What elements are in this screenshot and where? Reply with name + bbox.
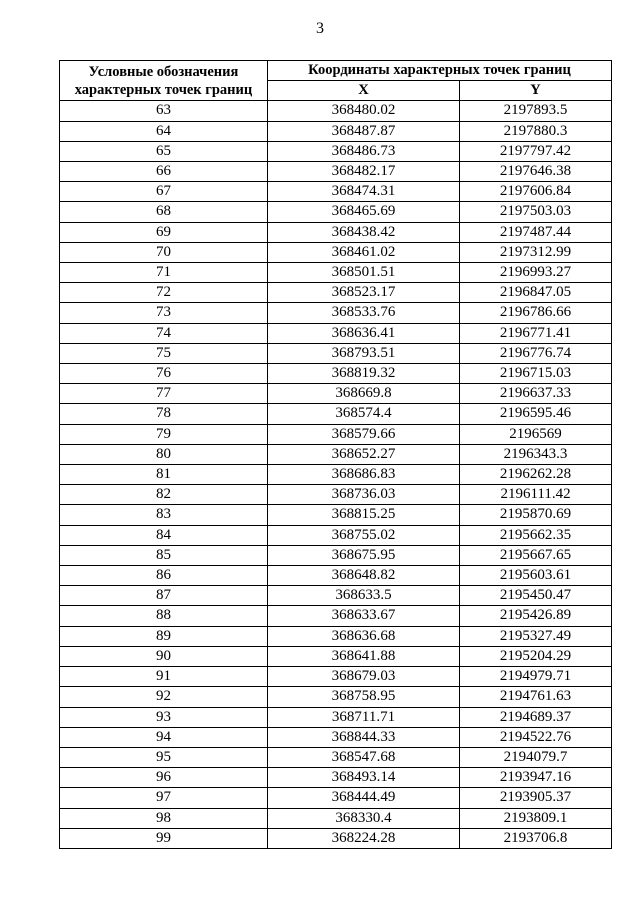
- table-row: [60, 707, 612, 727]
- x-coordinate-cell: 368474.31: [268, 182, 460, 202]
- point-number-cell: 91: [60, 667, 268, 687]
- point-number-cell: 72: [60, 283, 268, 303]
- y-coordinate-cell: 2197880.3: [460, 121, 612, 141]
- x-coordinate-cell: 368574.4: [268, 404, 460, 424]
- y-coordinate-cell: 2196771.41: [460, 323, 612, 343]
- y-coordinate-cell: 2193706.8: [460, 828, 612, 848]
- x-coordinate-cell: 368648.82: [268, 566, 460, 586]
- point-number-cell: 70: [60, 242, 268, 262]
- table-row: [60, 747, 612, 767]
- table-row: [60, 364, 612, 384]
- x-coordinate-cell: 368501.51: [268, 263, 460, 283]
- point-number-cell: 68: [60, 202, 268, 222]
- x-coordinate-cell: 368755.02: [268, 525, 460, 545]
- x-coordinate-cell: 368480.02: [268, 101, 460, 121]
- table-row: [60, 424, 612, 444]
- point-number-cell: 80: [60, 444, 268, 464]
- y-coordinate-cell: 2195204.29: [460, 646, 612, 666]
- x-coordinate-cell: 368641.88: [268, 646, 460, 666]
- table-row: [60, 586, 612, 606]
- table-row: [60, 182, 612, 202]
- table-row: [60, 505, 612, 525]
- x-coordinate-cell: 368482.17: [268, 162, 460, 182]
- point-number-cell: 67: [60, 182, 268, 202]
- x-coordinate-cell: 368579.66: [268, 424, 460, 444]
- x-coordinate-cell: 368686.83: [268, 465, 460, 485]
- x-coordinate-cell: 368486.73: [268, 141, 460, 161]
- table-row: [60, 283, 612, 303]
- table-row: [60, 444, 612, 464]
- y-coordinate-cell: 2197646.38: [460, 162, 612, 182]
- x-coordinate-cell: 368652.27: [268, 444, 460, 464]
- y-coordinate-cell: 2195667.65: [460, 545, 612, 565]
- x-coordinate-cell: 368461.02: [268, 242, 460, 262]
- y-coordinate-cell: 2196569: [460, 424, 612, 444]
- table-row: [60, 788, 612, 808]
- point-number-cell: 85: [60, 545, 268, 565]
- x-coordinate-cell: 368444.49: [268, 788, 460, 808]
- x-coordinate-cell: 368533.76: [268, 303, 460, 323]
- header-x: X: [268, 81, 460, 101]
- y-coordinate-cell: 2197893.5: [460, 101, 612, 121]
- x-coordinate-cell: 368633.67: [268, 606, 460, 626]
- point-number-cell: 81: [60, 465, 268, 485]
- table-row: [60, 606, 612, 626]
- header-coordinates: Координаты характерных точек границ: [268, 61, 612, 81]
- y-coordinate-cell: 2196715.03: [460, 364, 612, 384]
- y-coordinate-cell: 2194689.37: [460, 707, 612, 727]
- table-row: [60, 404, 612, 424]
- point-number-cell: 75: [60, 343, 268, 363]
- table-row: [60, 626, 612, 646]
- y-coordinate-cell: 2193947.16: [460, 768, 612, 788]
- y-coordinate-cell: 2193809.1: [460, 808, 612, 828]
- point-number-cell: 74: [60, 323, 268, 343]
- table-row: [60, 828, 612, 848]
- x-coordinate-cell: 368793.51: [268, 343, 460, 363]
- point-number-cell: 97: [60, 788, 268, 808]
- point-number-cell: 64: [60, 121, 268, 141]
- table-row: [60, 242, 612, 262]
- point-number-cell: 76: [60, 364, 268, 384]
- point-number-cell: 79: [60, 424, 268, 444]
- table-row: [60, 667, 612, 687]
- point-number-cell: 90: [60, 646, 268, 666]
- point-number-cell: 69: [60, 222, 268, 242]
- y-coordinate-cell: 2195450.47: [460, 586, 612, 606]
- point-number-cell: 78: [60, 404, 268, 424]
- y-coordinate-cell: 2194522.76: [460, 727, 612, 747]
- x-coordinate-cell: 368547.68: [268, 747, 460, 767]
- point-number-cell: 89: [60, 626, 268, 646]
- y-coordinate-cell: 2197606.84: [460, 182, 612, 202]
- x-coordinate-cell: 368758.95: [268, 687, 460, 707]
- y-coordinate-cell: 2196847.05: [460, 283, 612, 303]
- y-coordinate-cell: 2195870.69: [460, 505, 612, 525]
- point-number-cell: 65: [60, 141, 268, 161]
- y-coordinate-cell: 2196111.42: [460, 485, 612, 505]
- table-row: [60, 263, 612, 283]
- table-row: [60, 727, 612, 747]
- y-coordinate-cell: 2197503.03: [460, 202, 612, 222]
- coordinates-table: [59, 60, 612, 849]
- x-coordinate-cell: 368493.14: [268, 768, 460, 788]
- table-row: [60, 162, 612, 182]
- x-coordinate-cell: 368438.42: [268, 222, 460, 242]
- x-coordinate-cell: 368679.03: [268, 667, 460, 687]
- point-number-cell: 66: [60, 162, 268, 182]
- y-coordinate-cell: 2194761.63: [460, 687, 612, 707]
- point-number-cell: 83: [60, 505, 268, 525]
- table-row: [60, 485, 612, 505]
- point-number-cell: 63: [60, 101, 268, 121]
- point-number-cell: 88: [60, 606, 268, 626]
- x-coordinate-cell: 368669.8: [268, 384, 460, 404]
- table-row: [60, 545, 612, 565]
- point-number-cell: 99: [60, 828, 268, 848]
- table-row: [60, 384, 612, 404]
- y-coordinate-cell: 2197797.42: [460, 141, 612, 161]
- table-row: [60, 303, 612, 323]
- x-coordinate-cell: 368675.95: [268, 545, 460, 565]
- x-coordinate-cell: 368815.25: [268, 505, 460, 525]
- point-number-cell: 86: [60, 566, 268, 586]
- x-coordinate-cell: 368330.4: [268, 808, 460, 828]
- page-number: 3: [316, 20, 324, 37]
- y-coordinate-cell: 2195426.89: [460, 606, 612, 626]
- y-coordinate-cell: 2195603.61: [460, 566, 612, 586]
- x-coordinate-cell: 368633.5: [268, 586, 460, 606]
- point-number-cell: 93: [60, 707, 268, 727]
- x-coordinate-cell: 368819.32: [268, 364, 460, 384]
- x-coordinate-cell: 368844.33: [268, 727, 460, 747]
- x-coordinate-cell: 368523.17: [268, 283, 460, 303]
- y-coordinate-cell: 2196595.46: [460, 404, 612, 424]
- y-coordinate-cell: 2193905.37: [460, 788, 612, 808]
- point-number-cell: 92: [60, 687, 268, 707]
- x-coordinate-cell: 368465.69: [268, 202, 460, 222]
- y-coordinate-cell: 2196262.28: [460, 465, 612, 485]
- x-coordinate-cell: 368224.28: [268, 828, 460, 848]
- y-coordinate-cell: 2195327.49: [460, 626, 612, 646]
- table-row: [60, 808, 612, 828]
- point-number-cell: 95: [60, 747, 268, 767]
- point-number-cell: 77: [60, 384, 268, 404]
- table-row: [60, 323, 612, 343]
- point-number-cell: 87: [60, 586, 268, 606]
- table-row: [60, 465, 612, 485]
- header-point-designation: Условные обозначения характерных точек границ: [60, 61, 268, 101]
- table-row: [60, 343, 612, 363]
- y-coordinate-cell: 2196993.27: [460, 263, 612, 283]
- y-coordinate-cell: 2196786.66: [460, 303, 612, 323]
- y-coordinate-cell: 2197487.44: [460, 222, 612, 242]
- y-coordinate-cell: 2194079.7: [460, 747, 612, 767]
- y-coordinate-cell: 2195662.35: [460, 525, 612, 545]
- point-number-cell: 71: [60, 263, 268, 283]
- table-row: [60, 141, 612, 161]
- y-coordinate-cell: 2196637.33: [460, 384, 612, 404]
- y-coordinate-cell: 2196776.74: [460, 343, 612, 363]
- table-body: [60, 101, 612, 849]
- header-y: Y: [460, 81, 612, 101]
- table-header-row: [60, 61, 612, 81]
- table-row: [60, 222, 612, 242]
- y-coordinate-cell: 2197312.99: [460, 242, 612, 262]
- point-number-cell: 82: [60, 485, 268, 505]
- point-number-cell: 84: [60, 525, 268, 545]
- table-row: [60, 202, 612, 222]
- table-row: [60, 525, 612, 545]
- y-coordinate-cell: 2194979.71: [460, 667, 612, 687]
- point-number-cell: 94: [60, 727, 268, 747]
- point-number-cell: 98: [60, 808, 268, 828]
- x-coordinate-cell: 368636.68: [268, 626, 460, 646]
- x-coordinate-cell: 368487.87: [268, 121, 460, 141]
- table-row: [60, 687, 612, 707]
- y-coordinate-cell: 2196343.3: [460, 444, 612, 464]
- table-row: [60, 646, 612, 666]
- table-row: [60, 121, 612, 141]
- x-coordinate-cell: 368736.03: [268, 485, 460, 505]
- point-number-cell: 73: [60, 303, 268, 323]
- table-row: [60, 101, 612, 121]
- table-row: [60, 768, 612, 788]
- x-coordinate-cell: 368711.71: [268, 707, 460, 727]
- table-row: [60, 566, 612, 586]
- x-coordinate-cell: 368636.41: [268, 323, 460, 343]
- point-number-cell: 96: [60, 768, 268, 788]
